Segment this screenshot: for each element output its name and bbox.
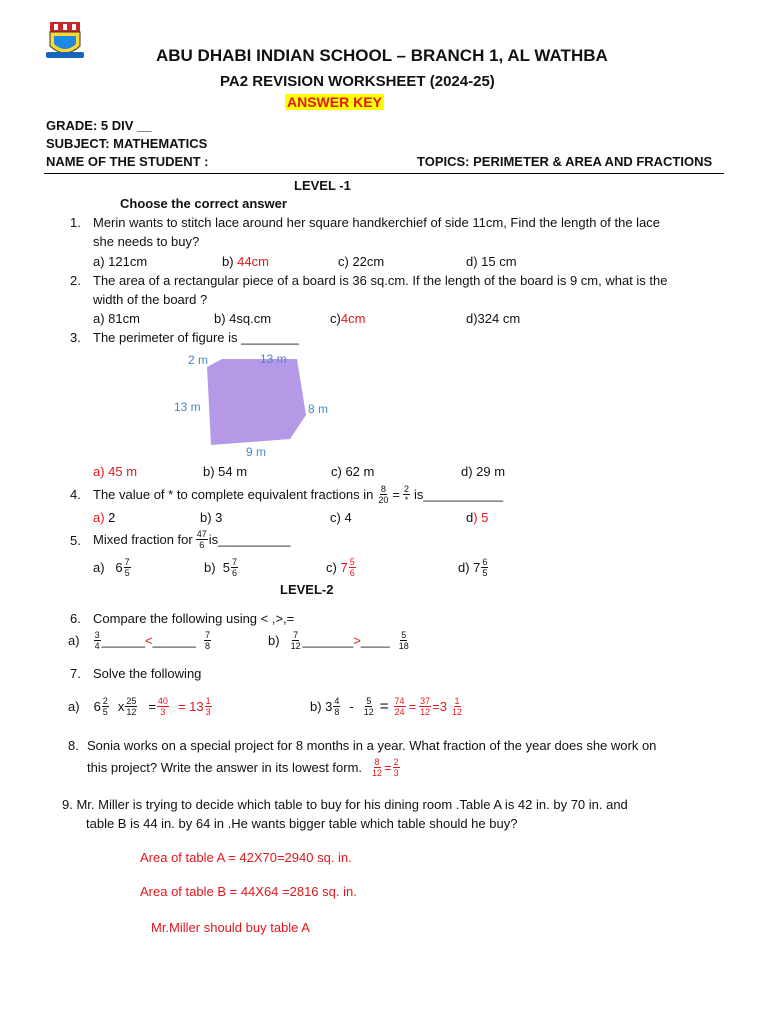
q8-line2: this project? Write the answer in its lowest form. $\frac{8}{12}$ = $\frac{2}{3}$: [87, 756, 399, 778]
q6-number: 6.: [70, 611, 81, 626]
q1-answer: 44cm: [237, 254, 269, 269]
q2-option-c: c)4cm: [330, 311, 366, 326]
q6-part-a: a) $\frac{3}{4}$ ______ < ______ $\frac{7}{8}$: [68, 629, 210, 651]
q3-option-c: c) 62 m: [331, 464, 375, 479]
q2-option-b: b) 4sq.cm: [214, 311, 272, 326]
label-right: 8 m: [308, 402, 329, 416]
q4-option-a: a) 2: [93, 510, 116, 525]
q1-line2: she needs to buy?: [93, 234, 200, 249]
q3-option-a: a) 45 m: [93, 464, 138, 479]
q9-answer-area-b: Area of table B = 44X64 =2816 sq. in.: [140, 884, 357, 899]
school-name: ABU DHABI INDIAN SCHOOL – BRANCH 1, AL WATHBA: [156, 46, 608, 65]
q5-option-c: c) 7 $\frac{5}{6}$: [326, 556, 355, 578]
q1-line1: Merin wants to stitch lace around her square handkerchief of side 11cm, Find the length of the lace: [93, 215, 661, 230]
label-top-left: 2 m: [188, 353, 209, 367]
q2-option-a: a) 81cm: [93, 311, 140, 326]
q2-answer: 4cm: [340, 311, 366, 326]
worksheet-title: PA2 REVISION WORKSHEET (2024-25): [220, 73, 495, 90]
perimeter-figure: [160, 345, 350, 463]
q9-answer-area-a: Area of table A = 42X70=2940 sq. in.: [140, 850, 352, 865]
q1-option-b: b) 44cm: [222, 254, 269, 269]
q6-part-b: b) $\frac{7}{12}$ _______ > ____ $\frac{5}{18}$: [268, 629, 409, 651]
q4-answer: ) 5: [473, 510, 489, 525]
q7-part-b: b) 3 $\frac{4}{8}$ - $\frac{5}{12}$ = $\frac{74}{24}$ = $\frac{37}{12}$ =3 $\frac{1}{12}$: [310, 695, 463, 717]
q4-option-b: b) 3: [200, 510, 223, 525]
q8-answer: $\frac{8}{12}$ = $\frac{2}{3}$: [372, 756, 399, 778]
q6b-answer: >: [353, 632, 361, 648]
q3-option-d: d) 29 m: [461, 464, 506, 479]
q7-part-a: a) 6 $\frac{2}{5}$ x $\frac{25}{12}$ = $\frac{40}{3}$ = 13 $\frac{1}{3}$: [68, 695, 211, 717]
q7a-answer: $\frac{40}{3}$ = 13 $\frac{1}{3}$: [157, 695, 211, 717]
q9-answer-conclusion: Mr.Miller should buy table A: [151, 920, 310, 935]
q4-option-d: d) 5: [466, 510, 489, 525]
q4-text: The value of * to complete equivalent fractions in $\frac{8}{20}$ = $\frac{2}{*}$ is___________: [93, 483, 503, 505]
q2-number: 2.: [70, 273, 81, 288]
q5-option-a: a) 6 $\frac{7}{5}$: [93, 556, 130, 578]
q5-text: Mixed fraction for $\frac{47}{6}$ is__________: [93, 528, 291, 550]
q8-number: 8.: [68, 738, 79, 753]
answer-key-badge: ANSWER KEY: [287, 94, 382, 110]
q7b-answer: $\frac{74}{24}$ = $\frac{37}{12}$ =3 $\frac{1}{12}$: [394, 695, 463, 717]
q9-line1: 9. Mr. Miller is trying to decide which table to buy for his dining room .Table A is 42 in. by 70 in. and: [62, 797, 628, 812]
q3-number: 3.: [70, 330, 81, 345]
q5-option-b: b) 5 $\frac{7}{6}$: [204, 556, 238, 578]
q5-number: 5.: [70, 533, 81, 548]
q2-option-d: d)324 cm: [466, 311, 521, 326]
q3-answer: 45 m: [108, 464, 138, 479]
grade-label: GRADE: 5 DIV __: [46, 118, 152, 133]
q1-number: 1.: [70, 215, 81, 230]
q6-text: Compare the following using < ,>,=: [93, 611, 295, 626]
pentagon-shape: [207, 359, 306, 445]
q6a-answer: <: [144, 632, 153, 648]
q5-answer: 7 $\frac{5}{6}$: [340, 556, 355, 578]
label-left: 13 m: [174, 400, 201, 414]
school-logo: [44, 20, 86, 62]
q3-text: The perimeter of figure is ________: [93, 330, 299, 345]
q7-number: 7.: [70, 666, 81, 681]
q2-line1: The area of a rectangular piece of a board is 36 sq.cm. If the length of the board is 9 cm, what is the: [93, 273, 668, 288]
topics-label: TOPICS: PERIMETER & AREA AND FRACTIONS: [417, 154, 713, 169]
q9-line2: table B is 44 in. by 64 in .He wants bigger table which table should he buy?: [86, 816, 518, 831]
label-top: 13 m: [260, 352, 287, 366]
q8-line1: Sonia works on a special project for 8 months in a year. What fraction of the year does she work on: [87, 738, 657, 753]
level1-title: LEVEL -1: [294, 178, 351, 193]
label-bottom: 9 m: [246, 445, 267, 459]
q5-option-d: d) 7 $\frac{6}{5}$: [458, 556, 488, 578]
q4-number: 4.: [70, 487, 81, 502]
q1-option-c: c) 22cm: [338, 254, 385, 269]
header-divider: [44, 173, 724, 174]
subject-label: SUBJECT: MATHEMATICS: [46, 136, 208, 151]
q7-text: Solve the following: [93, 666, 202, 681]
q1-option-d: d) 15 cm: [466, 254, 517, 269]
q3-option-b: b) 54 m: [203, 464, 248, 479]
q1-option-a: a) 121cm: [93, 254, 148, 269]
q4-option-c: c) 4: [330, 510, 352, 525]
level2-title: LEVEL-2: [280, 582, 334, 597]
level1-instruction: Choose the correct answer: [120, 196, 287, 211]
student-name-label: NAME OF THE STUDENT :: [46, 154, 209, 169]
q2-line2: width of the board ?: [93, 292, 208, 307]
